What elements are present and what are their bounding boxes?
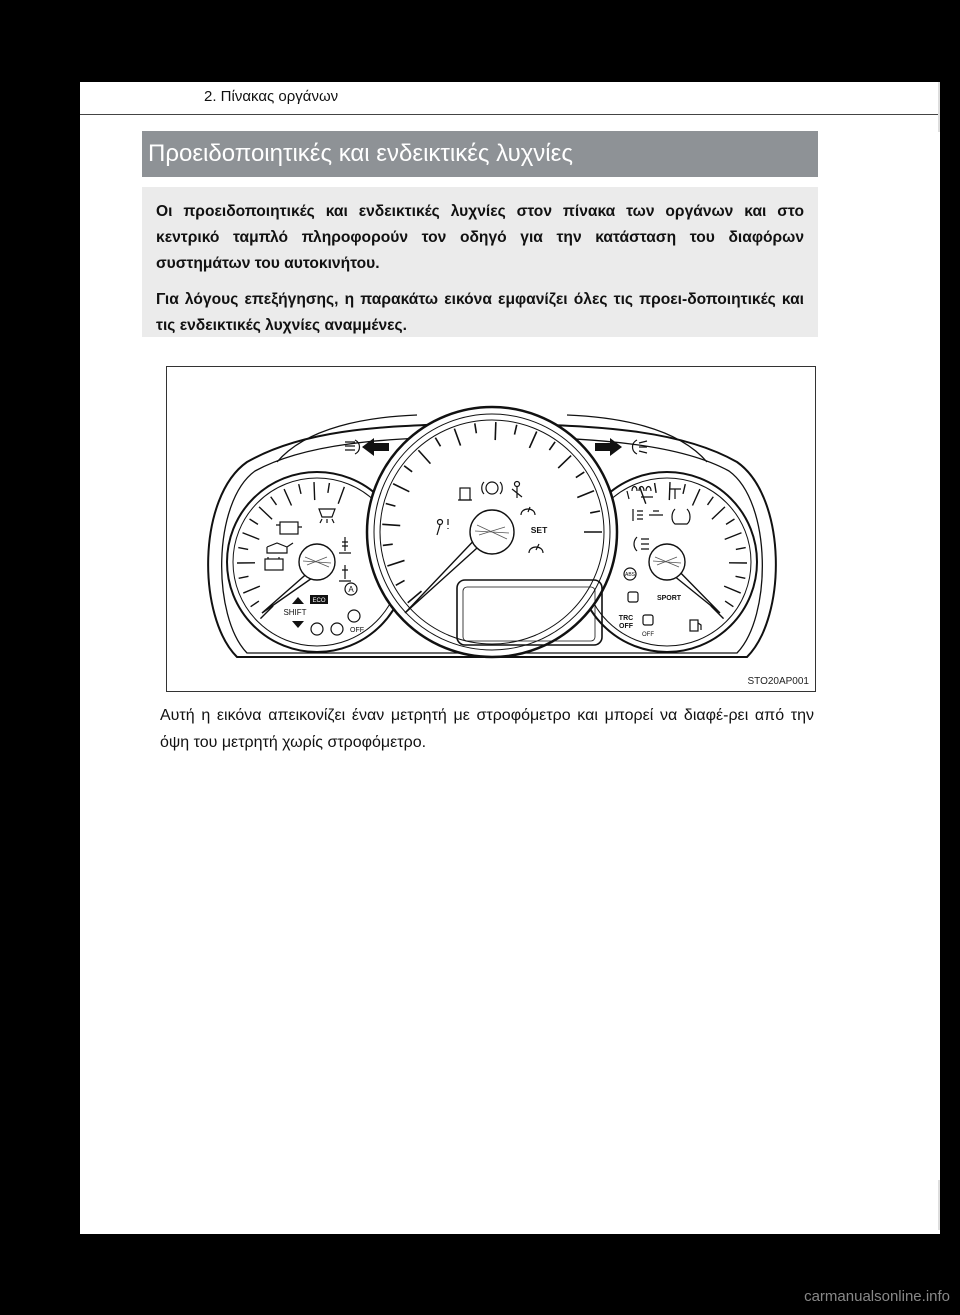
set-label: SET: [530, 525, 548, 535]
off-label-left: OFF: [350, 627, 364, 634]
trc-off-label: OFF: [619, 623, 633, 630]
instrument-cluster-figure: [166, 366, 816, 692]
figure-caption: Αυτή η εικόνα απεικονίζει έναν μετρητή με στροφόμετρο και μπορεί να διαφέ-ρει από την όψη του μετρητή χωρίς στροφόμετρο.: [160, 707, 814, 751]
intro-paragraph-1: Οι προειδοποιητικές και ενδεικτικές λυχνίες στον πίνακα των οργάνων και στο κεντρικό ταμπλό πληροφορούν τον οδηγό για την κατάσταση του διαφόρων συστημάτων του αυτοκινήτου.: [156, 203, 804, 272]
gauge-tick: [314, 482, 315, 500]
intro-paragraph-2: Για λόγους επεξήγησης, η παρακάτω εικόνα εμφανίζει όλες τις προει-δοποιητικές και τις ενδεικτικές λυχνίες αναμμένες.: [156, 291, 804, 334]
cluster-illustration: [167, 367, 816, 692]
sport-label: SPORT: [656, 595, 682, 602]
intro-box: [142, 187, 818, 337]
gauge-tick: [495, 422, 496, 440]
manual-page: [80, 82, 940, 1234]
shift-label: SHIFT: [283, 608, 307, 617]
section-title: Προειδοποιητικές και ενδεικτικές λυχνίες: [142, 131, 818, 177]
crop-mark-bottom: [938, 1180, 940, 1230]
abs-label: ABS: [624, 572, 636, 578]
auto-label: A: [348, 585, 354, 594]
header-rule: [80, 114, 940, 115]
trc-label: TRC: [618, 615, 634, 622]
eco-label: ECO: [312, 598, 326, 604]
gauge-tick: [669, 482, 670, 500]
vsc-off-label: OFF: [642, 632, 654, 638]
watermark: carmanualsonline.info: [804, 1288, 950, 1305]
crop-mark-top: [938, 82, 940, 132]
running-head: 2. Πίνακας οργάνων: [204, 88, 339, 105]
figure-code: STO20AP001: [747, 676, 809, 687]
